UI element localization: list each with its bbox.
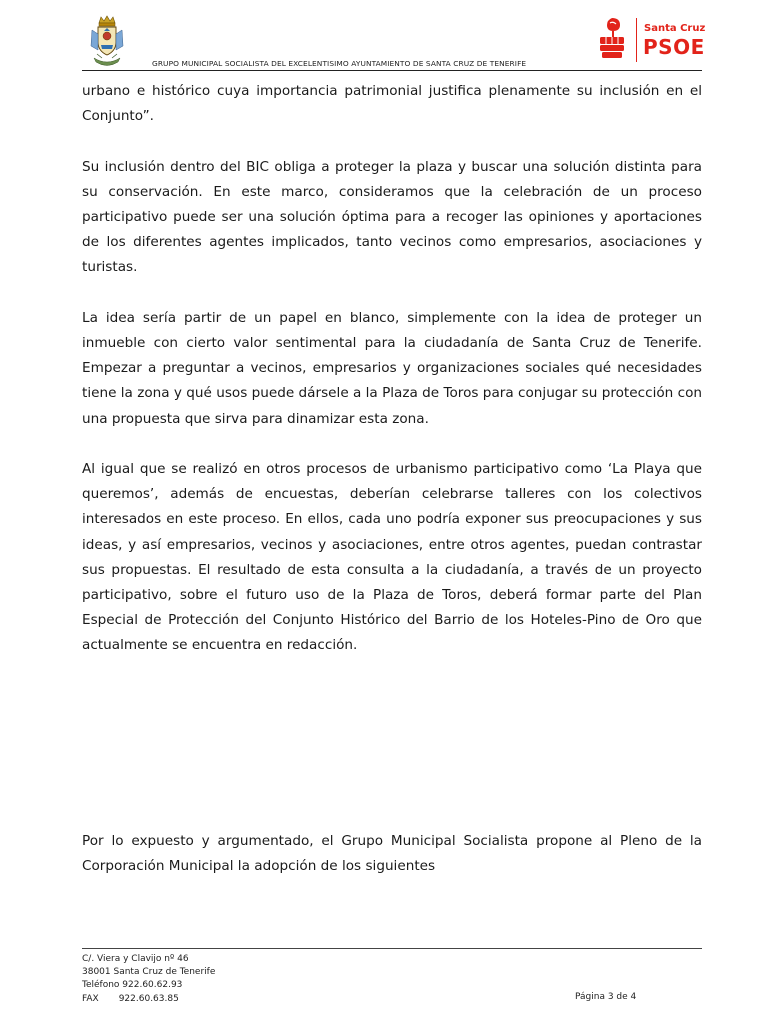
header-divider: [82, 70, 702, 71]
psoe-logo-divider: [636, 18, 637, 62]
psoe-city-label: Santa Cruz: [644, 23, 706, 34]
footer-divider: [82, 948, 702, 949]
paragraph: urbano e histórico cuya importancia patrimonial justifica plenamente su inclusión en el Conjunto”.: [82, 83, 702, 125]
closing-paragraph: Por lo expuesto y argumentado, el Grupo Municipal Socialista propone al Pleno de la Corporación Municipal la adopción de los siguientes: [82, 833, 702, 875]
psoe-logo: [596, 16, 706, 68]
footer-fax: FAX 922.60.63.85: [82, 993, 179, 1004]
page-number: Página 3 de 4: [575, 992, 637, 1002]
footer-street: C/. Viera y Clavijo nº 46: [82, 954, 189, 964]
coat-of-arms-icon: [88, 14, 126, 70]
paragraph: La idea sería partir de un papel en blanco, simplemente con la idea de proteger un inmueble con cierto valor sentimental para la ciudadanía de Santa Cruz de Tenerife. Empezar a preguntar a vecinos, empresarios y organizaciones sociales qué necesidades tiene la zona y qué usos puede dársele a la Plaza de Toros para conjugar su protección con una propuesta que sirva para dinamizar esta zona.: [82, 309, 703, 427]
document-body: [82, 79, 702, 684]
footer-city: 38001 Santa Cruz de Tenerife: [82, 967, 216, 978]
fist-and-rose-icon: [596, 16, 630, 60]
footer-address: [82, 953, 215, 1006]
psoe-party-label: PSOE: [643, 35, 705, 59]
page-header: [82, 10, 706, 72]
paragraph: Al igual que se realizó en otros procesos de urbanismo participativo como ‘La Playa que queremos’, además de encuestas, deberían celebrarse talleres con los colectivos interesados en este proceso. En ellos, cada uno podría exponer sus preocupaciones y sus ideas, y así empresarios, vecinos y asociaciones, entre otros agentes, puedan contrastar sus propuestas. El resultado de esta consulta a la ciudadanía, a través de un proyecto participativo, sobre el futuro uso de la Plaza de Toros, deberá formar parte del Plan Especial de Protección del Conjunto Histórico del Barrio de los Hoteles-Pino de Oro que actualmente se encuentra en redacción.: [82, 461, 702, 654]
header-org-text: GRUPO MUNICIPAL SOCIALISTA DEL EXCELENTISIMO AYUNTAMIENTO DE SANTA CRUZ DE TENERIFE: [152, 59, 527, 68]
footer-phone: Teléfono 922.60.62.93: [82, 980, 183, 991]
paragraph: Su inclusión dentro del BIC obliga a proteger la plaza y buscar una solución distinta para su conservación. En este marco, consideramos que la celebración de un proceso participativo puede ser una solución óptima para a recoger las opiniones y aportaciones de los diferentes agentes implicados, tanto vecinos como empresarios, asociaciones y turistas.: [82, 158, 702, 276]
